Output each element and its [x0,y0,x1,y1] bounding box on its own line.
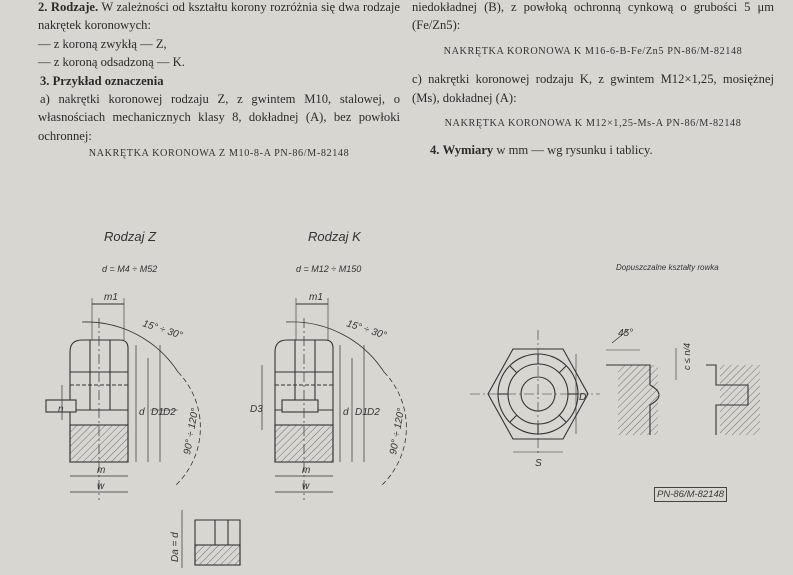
label-angle-side-z: 90° ÷ 120° [182,407,202,456]
example-a-text: a) nakrętki koronowej rodzaju Z, z gwintem M10, stalowej, o własnościach mechanicznych klasy 8, dokładnej (A), bez powłoki ochronnej: [38,92,400,143]
standard-stamp: PN-86/M-82148 [654,487,727,502]
section-3-number: 3. [40,73,50,88]
type-z-range: d = M4 ÷ M52 [102,264,158,274]
section-4-heading: Wymiary [442,143,494,158]
list-item-z: — z koroną zwykłą — Z, [38,36,167,51]
section-2-number: 2. [38,0,48,14]
type-z-title: Rodzaj Z [104,229,157,244]
label-n-z: n [58,404,64,415]
label-m1-z: m1 [104,292,118,303]
label-m1-k: m1 [309,292,323,303]
label-w-z: w [97,481,105,492]
slot-shapes-title: Dopuszczalne kształty rowka [616,263,719,272]
label-m-k: m [302,465,311,476]
label-angle-top-k: 15° ÷ 30° [345,318,388,342]
designation-b: NAKRĘTKA KORONOWA K M16-6-B-Fe/Zn5 PN-86/M-82148 [443,45,743,57]
type-k-title: Rodzaj K [308,229,361,244]
label-angle-side-k: 90° ÷ 120° [388,407,408,456]
continuation-text: niedokładnej (B), z powłoką ochronną cynkową o grubości 5 μm (Fe/Zn5): [412,0,774,33]
section-4-number: 4. [430,143,440,158]
label-45: 45° [618,328,634,339]
type-k-nut-drawing [262,298,406,500]
type-k-range: d = M12 ÷ M150 [296,264,362,274]
type-z-nut-drawing [46,298,240,568]
label-D-hex: D [579,392,587,403]
section-2-heading: Rodzaje. [50,0,99,14]
list-item-k: — z koroną odsadzoną — K. [38,55,185,70]
label-w-k: w [302,481,310,492]
section-4-text: w mm — wg rysunku i tablicy. [496,143,653,158]
label-da: Da = d [170,532,181,562]
section-2-text: W zależności od kształtu korony rozróżnia się dwa rodzaje nakrętek koronowych: [38,0,400,33]
label-d1-k: D1 [355,407,368,418]
designation-c: NAKRĘTKA KORONOWA K M12×1,25-Ms-A PN-86/M-82148 [444,118,742,130]
label-d-k: d [343,407,349,418]
label-m-z: m [97,465,106,476]
label-S-hex: S [535,458,542,469]
label-d2-z: D2 [163,407,176,418]
label-d2-k: D2 [367,407,380,418]
label-d-z: d [139,407,145,418]
section-3-heading: Przykład oznaczenia [52,73,164,88]
label-angle-top-z: 15° ÷ 30° [141,318,184,342]
label-d1-z: D1 [151,407,164,418]
label-d3-k: D3 [250,404,263,415]
label-c: c ≤ n/4 [682,343,692,370]
example-c-text: c) nakrętki koronowej rodzaju K, z gwintem M12×1,25, mosiężnej (Ms), dokładnej (A): [412,72,774,105]
designation-a: NAKRĘTKA KORONOWA Z M10-8-A PN-86/M-82148 [88,148,350,160]
